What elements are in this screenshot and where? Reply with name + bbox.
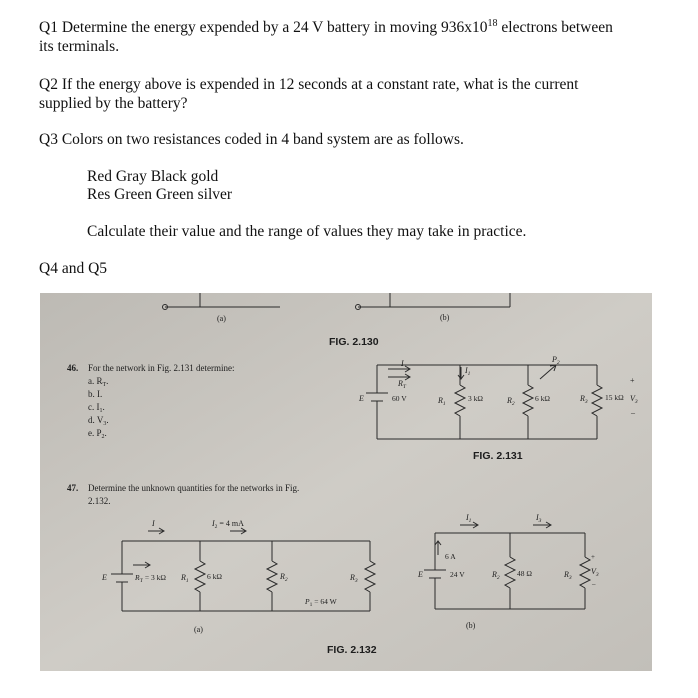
- fig131-R3-value: 15 kΩ: [605, 393, 624, 402]
- problem-46-item-d: d. $V_3$.: [88, 415, 109, 427]
- problem-46-item-a: a. $R_T$.: [88, 376, 109, 388]
- fig132a-R1-label: $R_1$: [181, 573, 189, 584]
- problem-46-item-e: e. $P_2$.: [88, 428, 107, 440]
- fig131-R2-value: 6 kΩ: [535, 394, 550, 403]
- resistor-2-colors: Res Green Green silver: [87, 186, 233, 203]
- problem-47-text-line-2: 2.132.: [88, 496, 111, 506]
- fig132b-plus: +: [591, 553, 595, 561]
- fig-2-130-caption: FIG. 2.130: [329, 336, 379, 348]
- fig132a-I2-label: $I_2 = 4$ mA: [212, 519, 244, 530]
- fig131-P2-label: $P_2$: [552, 355, 560, 366]
- fig132a-I-label: I: [152, 519, 155, 528]
- problem-46-number: 46.: [67, 363, 79, 373]
- question-3: Q3 Colors on two resistances coded in 4 band system are as follows.: [39, 131, 464, 148]
- fig132b-source-current: 6 A: [445, 552, 456, 561]
- fig-2-132-caption: FIG. 2.132: [327, 644, 377, 656]
- problem-46-intro: For the network in Fig. 2.131 determine:: [88, 363, 235, 373]
- fig132b-E-label: E: [418, 570, 423, 579]
- fig132a-R1-value: 6 kΩ: [207, 572, 222, 581]
- fig132a-label: (a): [194, 625, 203, 634]
- q1-text: Q1 Determine the energy expended by a 24 V battery in moving 936x10: [39, 19, 488, 36]
- prev-label-b: (b): [440, 313, 450, 322]
- fig132b-I3-label: $I_3$: [536, 513, 542, 524]
- fig131-E-label: E: [359, 394, 364, 403]
- fig132b-label: (b): [466, 621, 476, 630]
- prev-label-a: (a): [217, 314, 226, 323]
- fig-2-131-caption: FIG. 2.131: [473, 450, 523, 462]
- question-2: Q2 If the energy above is expended in 12 seconds at a constant rate, what is the current: [39, 76, 579, 93]
- resistor-1-colors: Red Gray Black gold: [87, 168, 219, 185]
- fig131-R1-value: 3 kΩ: [468, 394, 483, 403]
- question-1-line-2: its terminals.: [39, 38, 120, 55]
- fig131-source-value: 60 V: [392, 394, 407, 403]
- fig132b-R3-label: $R_3$: [564, 570, 572, 581]
- fig132a-RT-label: $R_T = 3$ kΩ: [135, 573, 166, 584]
- fig132b-R2-label: $R_2$: [492, 570, 500, 581]
- fig131-R3-label: $R_3$: [580, 394, 588, 405]
- fig131-plus: +: [630, 376, 635, 385]
- fig132b-R2-value: 48 Ω: [517, 569, 532, 578]
- fig131-V3-label: $V_3$: [630, 394, 638, 405]
- textbook-photo: [40, 293, 652, 671]
- fig131-R2-label: $R_2$: [507, 396, 515, 407]
- paper-background: [40, 293, 652, 671]
- fig132b-I1-label: $I_1$: [466, 513, 472, 524]
- q1-text-end: electrons between: [497, 19, 613, 36]
- fig132b-minus: –: [592, 580, 596, 588]
- fig132a-E-label: E: [102, 573, 107, 582]
- fig132b-V3-label: $V_3$: [591, 567, 599, 578]
- q1-exponent: 18: [487, 18, 498, 29]
- problem-47-number: 47.: [67, 483, 79, 493]
- fig132a-R3-label: $R_3$: [350, 573, 358, 584]
- problem-46-item-c: c. $I_1$.: [88, 402, 105, 414]
- fig132a-R2-label: $R_2$: [280, 572, 288, 583]
- question-4-5-heading: Q4 and Q5: [39, 260, 108, 277]
- question-3-task: Calculate their value and the range of values they may take in practice.: [87, 223, 527, 240]
- fig132b-source-voltage: 24 V: [450, 570, 465, 579]
- fig131-minus: –: [631, 408, 635, 417]
- fig131-RT-label: $R_T$: [398, 379, 406, 390]
- fig131-I-label: I: [401, 359, 404, 368]
- fig131-I1-label: $I_1$: [465, 366, 471, 377]
- problem-46-item-b: b. I.: [88, 389, 103, 399]
- textbook-photo-drawing: [40, 293, 652, 671]
- fig131-R1-label: $R_1$: [438, 396, 446, 407]
- fig132a-P1-label: $P_1 = 64$ W: [305, 597, 337, 608]
- problem-47-text: Determine the unknown quantities for the networks in Fig.: [88, 483, 300, 493]
- question-1: [39, 18, 613, 37]
- question-2-line-2: supplied by the battery?: [39, 95, 188, 112]
